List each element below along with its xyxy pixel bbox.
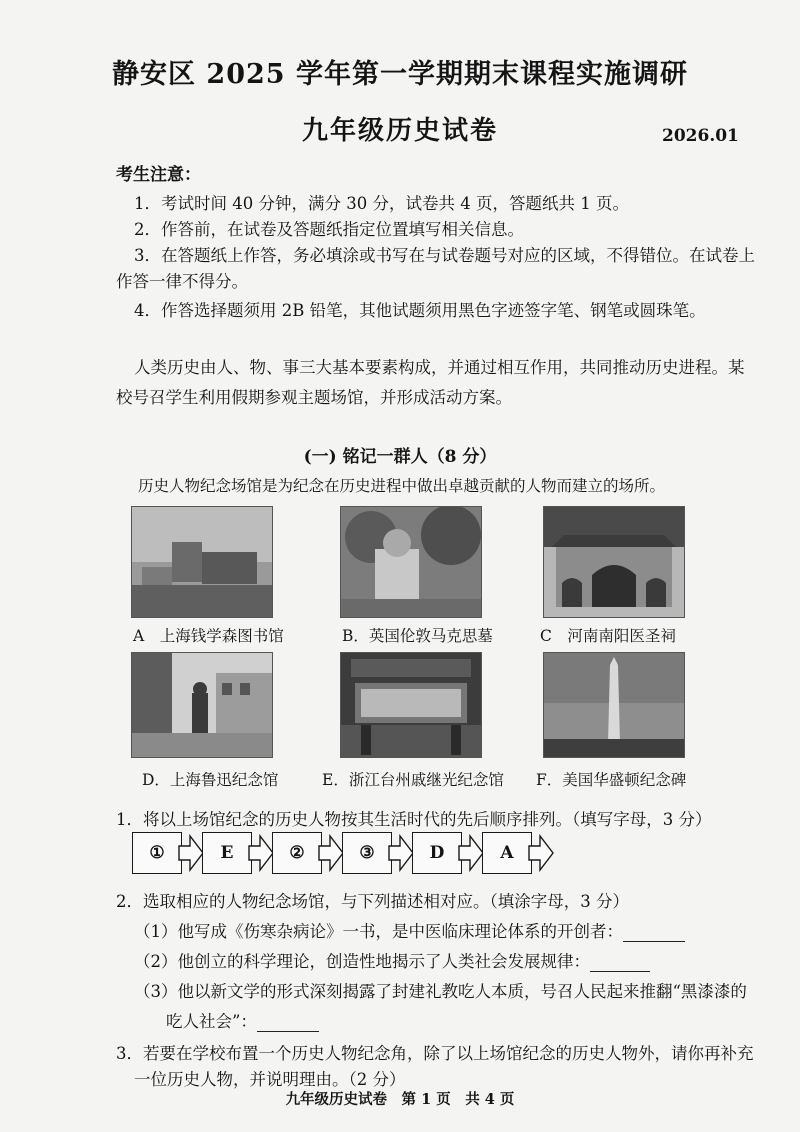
- answer-blank-3[interactable]: [257, 1013, 319, 1032]
- obelisk-photo: [543, 652, 685, 758]
- venue-caption-a: A 上海钱学森图书馆: [133, 627, 284, 645]
- question-2-item-3: （3）他以新文学的形式深刻揭露了封建礼教吃人本质，号召人民起来推翻“黑漆漆的: [134, 982, 747, 1001]
- notice-item-2: 2．作答前，在试卷及答题纸指定位置填写相关信息。: [134, 220, 524, 239]
- section-title: (一) 铭记一群人（8 分）: [303, 447, 497, 467]
- question-2-item-1-text: （1）他写成《伤寒杂病论》一书，是中医临床理论体系的开创者：: [134, 922, 623, 941]
- question-2-item-2: [134, 948, 650, 972]
- flow-box-1: ①: [132, 832, 182, 874]
- memorial-statue-photo: [131, 652, 273, 758]
- arrow-right-icon: [318, 832, 344, 874]
- notice-item-3: 3．在答题纸上作答，务必填涂或书写在与试卷题号对应的区域，不得错位。在试卷上: [134, 246, 755, 265]
- intro-line-2: 校号召学生利用假期参观主题场馆，并形成活动方案。: [116, 388, 512, 407]
- arrow-right-icon: [388, 832, 414, 874]
- notice-item-1: 1．考试时间 40 分钟，满分 30 分，试卷共 4 页，答题纸共 1 页。: [134, 194, 629, 213]
- arrow-right-icon: [528, 832, 554, 874]
- question-3-line-1: 3．若要在学校布置一个历史人物纪念角，除了以上场馆纪念的历史人物外，请你再补充: [116, 1044, 754, 1063]
- question-3-line-2: 一位历史人物，并说明理由。（2 分）: [134, 1070, 406, 1089]
- shrine-gate-photo: [543, 506, 685, 618]
- notice-item-3-cont: 作答一律不得分。: [116, 272, 248, 291]
- page-footer: 九年级历史试卷 第 1 页 共 4 页: [285, 1091, 515, 1108]
- flow-box-4: ③: [342, 832, 392, 874]
- exam-subtitle: 九年级历史试卷: [301, 116, 498, 146]
- venue-caption-c: C 河南南阳医圣祠: [540, 627, 676, 645]
- question-2-item-1: [134, 918, 685, 942]
- section-description: 历史人物纪念场馆是为纪念在历史进程中做出卓越贡献的人物而建立的场所。: [138, 477, 666, 495]
- intro-line-1: 人类历史由人、物、事三大基本要素构成，并通过相互作用，共同推动历史进程。某: [134, 358, 745, 377]
- venue-caption-d: D．上海鲁迅纪念馆: [142, 771, 279, 789]
- question-2-item-3-cont: [166, 1008, 319, 1032]
- flow-box-5: D: [412, 832, 462, 874]
- answer-blank-1[interactable]: [623, 923, 685, 942]
- flow-box-6: A: [482, 832, 532, 874]
- tomb-photo: [340, 506, 482, 618]
- arrow-right-icon: [248, 832, 274, 874]
- answer-blank-2[interactable]: [590, 953, 650, 972]
- arrow-right-icon: [458, 832, 484, 874]
- venue-caption-f: F．美国华盛顿纪念碑: [536, 771, 687, 789]
- arrow-right-icon: [178, 832, 204, 874]
- question-1: 1．将以上场馆纪念的历史人物按其生活时代的先后顺序排列。（填写字母，3 分）: [116, 810, 712, 829]
- library-photo: [131, 506, 273, 618]
- venue-caption-e: E．浙江台州戚继光纪念馆: [322, 771, 504, 789]
- exam-title: 静安区 2025 学年第一学期期末课程实施调研: [112, 59, 688, 90]
- notice-item-4: 4．作答选择题须用 2B 铅笔，其他试题须用黑色字迹签字笔、钢笔或圆珠笔。: [134, 301, 706, 320]
- flow-box-2: E: [202, 832, 252, 874]
- question-2-item-2-text: （2）他创立的科学理论，创造性地揭示了人类社会发展规律：: [134, 952, 590, 971]
- exam-date: 2026.01: [662, 126, 739, 146]
- flow-box-3: ②: [272, 832, 322, 874]
- venue-caption-b: B．英国伦敦马克思墓: [342, 627, 493, 645]
- question-2: 2．选取相应的人物纪念场馆，与下列描述相对应。（填涂字母，3 分）: [116, 892, 629, 911]
- notice-heading: 考生注意：: [116, 165, 201, 185]
- memorial-hall-photo: [340, 652, 482, 758]
- question-2-item-3-cont-text: 吃人社会”：: [166, 1012, 257, 1031]
